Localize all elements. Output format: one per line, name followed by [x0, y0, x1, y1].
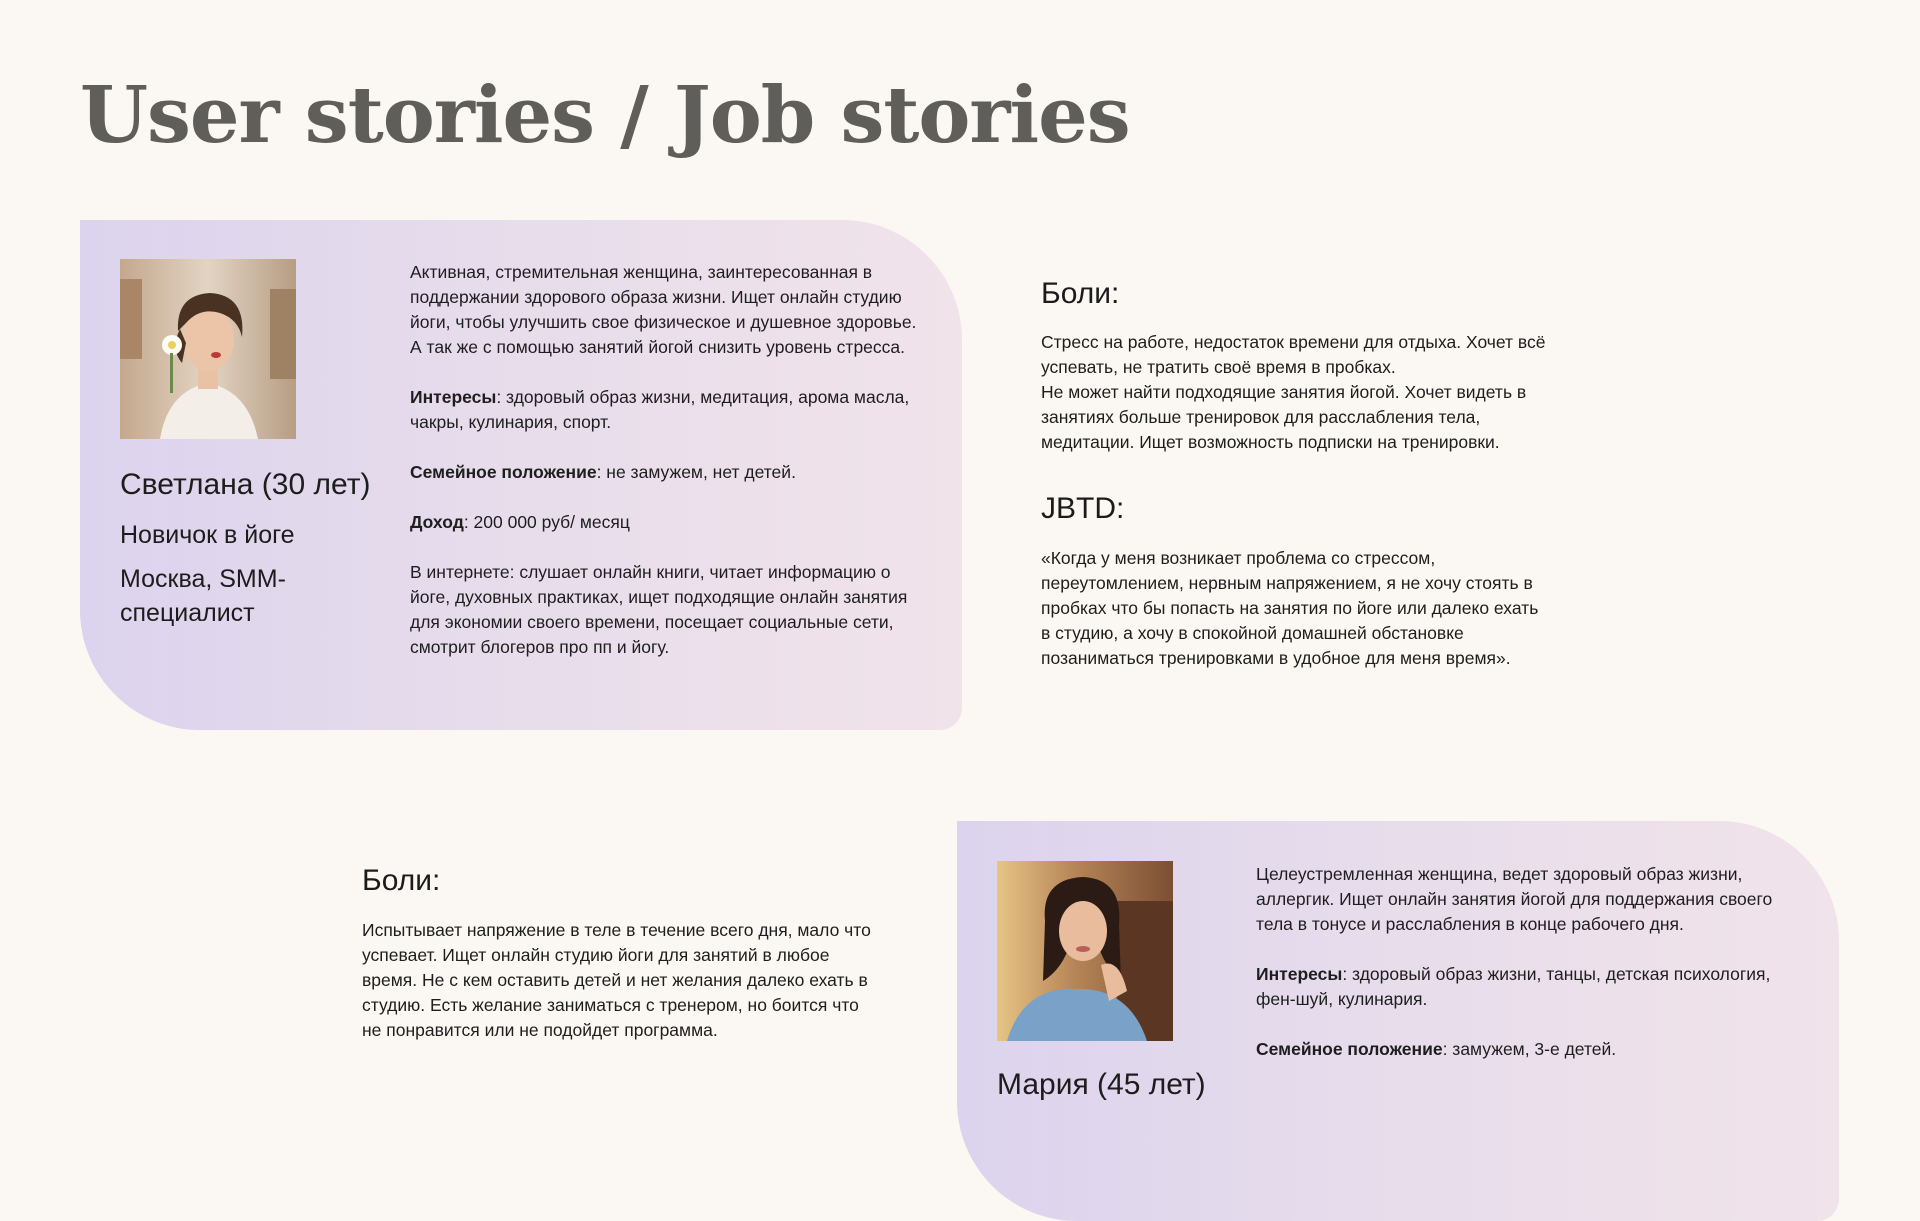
persona-2-summary: Целеустремленная женщина, ведет здоровый образ жизни, аллергик. Ищет онлайн занятия йогой для поддержания своего тела в тонусе и расслабления в конце рабочего дня. [1256, 864, 1773, 934]
income-label: Доход [410, 512, 464, 532]
persona-1-description [410, 260, 920, 685]
persona-1-income [410, 510, 920, 535]
interests-label: Интересы [410, 387, 497, 407]
pains-2-text: Испытывает напряжение в теле в течение всего дня, мало что успевает. Ищет онлайн студию йоги для занятий в любое время. Не с кем оставить детей и нет желания далеко ехать в студию. Есть желание заниматься с тренером, но боится что не понравится или не подойдет программа. [362, 920, 871, 1040]
persona-2-family [1256, 1037, 1796, 1062]
persona-1-location-job: Москва, SMM-специалист [120, 565, 286, 627]
page-title: User stories / Job stories [80, 70, 1130, 161]
pains-2-heading: Боли: [362, 864, 441, 897]
family-label: Семейное положение [1256, 1039, 1443, 1059]
jbtd-1-heading: JBTD: [1041, 492, 1125, 525]
persona-2-interests [1256, 962, 1796, 1012]
jbtd-1-text: «Когда у меня возникает проблема со стрессом, переутомлением, нервным напряжением, я не хочу стоять в пробках что бы попасть на занятия по йоге или далеко ехать в студию, а хочу в спокойной домашней обстановке позаниматься тренировками в удобное для меня время». [1041, 548, 1539, 668]
persona-1-summary: Активная, стремительная женщина, заинтересованная в поддержании здорового образа жизни. Ищет онлайн студию йоги, чтобы улучшить свое физическое и душевное здоровье. А так же с помощью занятий йогой снизить уровень стресса. [410, 262, 917, 357]
income-value: : 200 000 руб/ месяц [463, 512, 630, 532]
persona-2-description [1256, 862, 1796, 1087]
pains-1-text: Стресс на работе, недостаток времени для отдыха. Хочет всё успевать, не тратить своё время в пробках. Не может найти подходящие занятия йогой. Хочет видеть в занятиях больше тренировок для расслабления тела, медитации. Ищет возможность подписки на тренировки. [1041, 332, 1546, 452]
persona-1-interests [410, 385, 920, 435]
interests-label: Интересы [1256, 964, 1343, 984]
persona-2-photo [997, 861, 1173, 1041]
persona-1-name: Светлана (30 лет) [120, 468, 371, 501]
persona-2-name: Мария (45 лет) [997, 1068, 1206, 1101]
interests-value: : здоровый образ жизни, танцы, детская психология, фен-шуй, кулинария. [1256, 964, 1771, 1009]
family-label: Семейное положение [410, 462, 597, 482]
persona-1-level: Новичок в йоге [120, 521, 295, 549]
persona-1-photo [120, 259, 296, 439]
family-value: : не замужем, нет детей. [596, 462, 796, 482]
family-value: : замужем, 3-е детей. [1442, 1039, 1617, 1059]
interests-value: : здоровый образ жизни, медитация, арома масла, чакры, кулинария, спорт. [410, 387, 910, 432]
persona-1-family [410, 460, 920, 485]
persona-1-internet: В интернете: слушает онлайн книги, читает информацию о йоге, духовных практиках, ищет подходящие онлайн занятия для экономии своего времени, посещает социальные сети, смотрит блогеров про пп и йогу. [410, 562, 908, 657]
pains-1-heading: Боли: [1041, 277, 1120, 310]
